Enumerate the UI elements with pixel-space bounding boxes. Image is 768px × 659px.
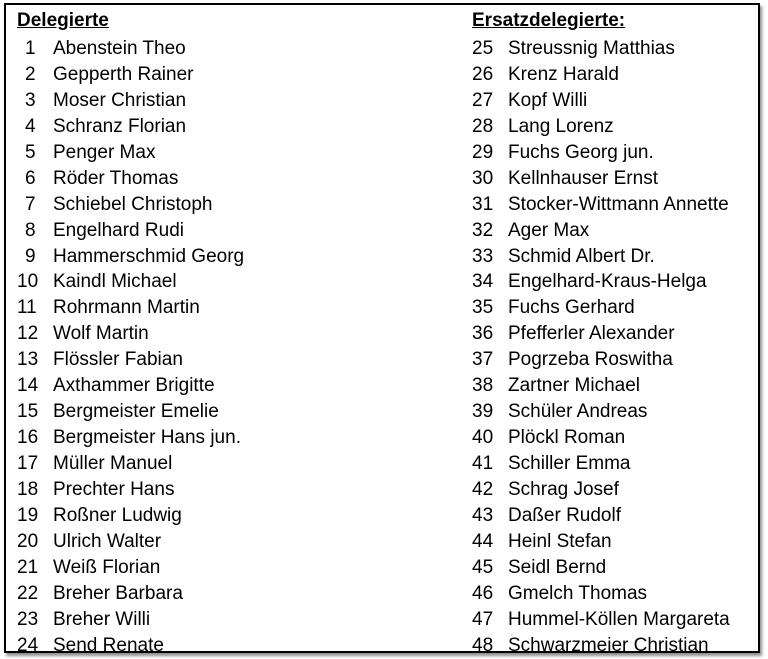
- entry-name: Pfefferler Alexander: [508, 323, 675, 345]
- substitute-delegate-row: [472, 114, 757, 140]
- delegate-row: [17, 36, 457, 62]
- entry-name: Müller Manuel: [53, 453, 173, 474]
- entry-number: 27: [472, 89, 494, 111]
- entry-number: 25: [472, 38, 494, 59]
- delegate-row: [17, 88, 457, 114]
- delegate-row: [17, 192, 457, 218]
- substitute-delegates-heading: Ersatzdelegierte:: [472, 10, 626, 31]
- substitute-delegate-row: [472, 321, 757, 347]
- entry-name: Kopf Willi: [508, 89, 588, 111]
- entry-name: Engelhard-Kraus-Helga: [508, 271, 707, 293]
- substitute-delegate-row: [472, 269, 757, 295]
- entry-name: Hammerschmid Georg: [53, 245, 245, 267]
- entry-number: 20: [17, 530, 39, 552]
- substitute-delegate-row: [472, 477, 757, 503]
- entry-name: Fuchs Gerhard: [508, 297, 635, 319]
- entry-name: Abenstein Theo: [53, 38, 186, 59]
- entry-number: 37: [472, 349, 494, 371]
- entry-number: 4: [25, 115, 36, 137]
- entry-name: Gmelch Thomas: [508, 582, 648, 604]
- delegate-row: [17, 244, 457, 270]
- entry-number: 2: [25, 63, 36, 85]
- entry-number: 10: [17, 271, 39, 293]
- entry-number: 38: [472, 375, 494, 397]
- delegate-row: [17, 114, 457, 140]
- entry-number: 28: [472, 115, 494, 137]
- substitute-delegate-row: [472, 244, 757, 270]
- entry-name: Streussnig Matthias: [508, 38, 675, 59]
- entry-number: 36: [472, 323, 494, 345]
- entry-number: 47: [472, 608, 494, 630]
- entry-number: 45: [472, 556, 494, 578]
- substitute-delegate-row: [472, 503, 757, 529]
- delegate-row: [17, 321, 457, 347]
- entry-name: Schmid Albert Dr.: [508, 245, 655, 267]
- entry-name: Heinl Stefan: [508, 530, 612, 552]
- entry-name: Daßer Rudolf: [508, 504, 621, 526]
- substitute-delegate-row: [472, 62, 757, 88]
- delegate-row: [17, 633, 457, 659]
- substitute-delegate-row: [472, 140, 757, 166]
- entry-number: 5: [25, 141, 36, 163]
- entry-number: 19: [17, 504, 39, 526]
- entry-name: Rohrmann Martin: [53, 297, 200, 319]
- delegate-row: [17, 140, 457, 166]
- entry-number: 9: [25, 245, 36, 267]
- entry-name: Stocker-Wittmann Annette: [508, 193, 729, 215]
- entry-number: 48: [472, 634, 494, 656]
- entry-number: 41: [472, 453, 494, 474]
- delegate-row: [17, 269, 457, 295]
- entry-name: Ulrich Walter: [53, 530, 162, 552]
- entry-number: 39: [472, 401, 494, 423]
- entry-number: 6: [25, 167, 36, 189]
- entry-name: Flössler Fabian: [53, 349, 183, 371]
- entry-name: Schwarzmeier Christian: [508, 634, 709, 656]
- entry-number: 42: [472, 478, 494, 500]
- delegate-row: [17, 555, 457, 581]
- substitute-delegate-row: [472, 166, 757, 192]
- entry-name: Schranz Florian: [53, 115, 187, 137]
- entry-name: Breher Willi: [53, 608, 151, 630]
- entry-name: Hummel-Köllen Margareta: [508, 608, 730, 630]
- substitute-delegate-row: [472, 425, 757, 451]
- entry-name: Bergmeister Emelie: [53, 401, 219, 423]
- entry-name: Fuchs Georg jun.: [508, 141, 654, 163]
- entry-number: 13: [17, 349, 39, 371]
- entry-name: Breher Barbara: [53, 582, 183, 604]
- entry-name: Krenz Harald: [508, 63, 619, 85]
- entry-name: Kellnhauser Ernst: [508, 167, 658, 189]
- entry-number: 11: [17, 297, 37, 319]
- entry-name: Bergmeister Hans jun.: [53, 427, 241, 449]
- delegate-row: [17, 347, 457, 373]
- entry-name: Schiller Emma: [508, 453, 631, 474]
- entry-number: 43: [472, 504, 494, 526]
- delegate-row: [17, 581, 457, 607]
- substitute-delegates-column: [472, 10, 757, 659]
- entry-name: Axthammer Brigitte: [53, 375, 215, 397]
- entry-name: Pogrzeba Roswitha: [508, 349, 673, 371]
- substitute-delegate-row: [472, 451, 757, 477]
- entry-number: 33: [472, 245, 494, 267]
- delegates-heading: Delegierte: [17, 10, 109, 31]
- entry-number: 46: [472, 582, 494, 604]
- delegates-list: [17, 36, 457, 659]
- substitute-delegate-row: [472, 192, 757, 218]
- delegate-row: [17, 218, 457, 244]
- entry-name: Lang Lorenz: [508, 115, 614, 137]
- entry-name: Engelhard Rudi: [53, 219, 184, 241]
- entry-number: 44: [472, 530, 494, 552]
- entry-number: 12: [17, 323, 39, 345]
- entry-name: Penger Max: [53, 141, 156, 163]
- delegate-row: [17, 166, 457, 192]
- entry-name: Zartner Michael: [508, 375, 640, 397]
- delegate-row: [17, 295, 457, 321]
- delegate-row: [17, 503, 457, 529]
- entry-number: 26: [472, 63, 494, 85]
- entry-number: 34: [472, 271, 494, 293]
- entry-name: Moser Christian: [53, 89, 187, 111]
- entry-number: 35: [472, 297, 494, 319]
- entry-number: 8: [25, 219, 36, 241]
- substitute-delegate-row: [472, 581, 757, 607]
- substitute-delegate-row: [472, 607, 757, 633]
- delegates-column: [17, 10, 457, 659]
- entry-number: 17: [17, 453, 39, 474]
- delegate-row: [17, 425, 457, 451]
- entry-number: 23: [17, 608, 39, 630]
- entry-name: Gepperth Rainer: [53, 63, 194, 85]
- substitute-delegate-row: [472, 529, 757, 555]
- entry-number: 40: [472, 427, 494, 449]
- entry-name: Schiebel Christoph: [53, 193, 213, 215]
- delegate-row: [17, 62, 457, 88]
- entry-name: Seidl Bernd: [508, 556, 607, 578]
- delegate-row: [17, 399, 457, 425]
- entry-number: 29: [472, 141, 494, 163]
- substitute-delegates-list: [472, 36, 757, 659]
- entry-name: Plöckl Roman: [508, 427, 626, 449]
- substitute-delegate-row: [472, 36, 757, 62]
- entry-name: Send Renate: [53, 634, 164, 656]
- entry-name: Ager Max: [508, 219, 590, 241]
- substitute-delegate-row: [472, 373, 757, 399]
- entry-name: Weiß Florian: [53, 556, 161, 578]
- delegate-row: [17, 451, 457, 477]
- entry-number: 1: [25, 38, 36, 59]
- entry-number: 31: [472, 193, 494, 215]
- entry-name: Prechter Hans: [53, 478, 175, 500]
- entry-name: Roßner Ludwig: [53, 504, 182, 526]
- entry-number: 14: [17, 375, 39, 397]
- entry-name: Wolf Martin: [53, 323, 149, 345]
- entry-number: 7: [25, 193, 36, 215]
- substitute-delegate-row: [472, 347, 757, 373]
- substitute-delegate-row: [472, 88, 757, 114]
- delegate-row: [17, 373, 457, 399]
- entry-number: 21: [17, 556, 39, 578]
- delegate-row: [17, 529, 457, 555]
- substitute-delegate-row: [472, 399, 757, 425]
- substitute-delegate-row: [472, 218, 757, 244]
- entry-name: Röder Thomas: [53, 167, 179, 189]
- entry-number: 16: [17, 427, 39, 449]
- entry-number: 32: [472, 219, 494, 241]
- entry-name: Kaindl Michael: [53, 271, 177, 293]
- entry-number: 24: [17, 634, 39, 656]
- entry-number: 30: [472, 167, 494, 189]
- substitute-delegate-row: [472, 555, 757, 581]
- delegate-row: [17, 477, 457, 503]
- entry-number: 18: [17, 478, 39, 500]
- delegate-row: [17, 607, 457, 633]
- substitute-delegate-row: [472, 633, 757, 659]
- entry-number: 15: [17, 401, 39, 423]
- entry-number: 3: [25, 89, 36, 111]
- substitute-delegate-row: [472, 295, 757, 321]
- entry-name: Schrag Josef: [508, 478, 619, 500]
- entry-number: 22: [17, 582, 39, 604]
- entry-name: Schüler Andreas: [508, 401, 648, 423]
- delegate-list-frame: [4, 3, 760, 656]
